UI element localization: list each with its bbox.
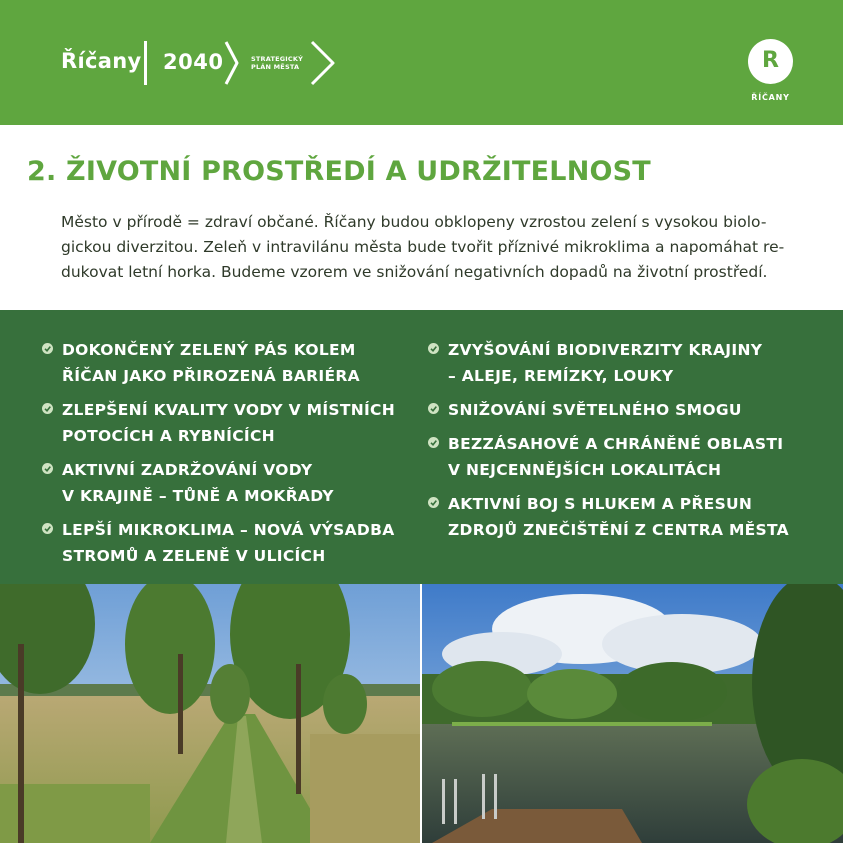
list-item-line: ZDROJŮ ZNEČIŠTĚNÍ Z CENTRA MĚSTA [448, 521, 789, 539]
check-icon [428, 403, 439, 414]
list-item-line: POTOCÍCH A RYBNÍCÍCH [62, 427, 275, 445]
city-name: Říčany [61, 49, 142, 73]
plan-label-line2: PLÁN MĚSTA [251, 63, 300, 71]
logo-letter: R [762, 48, 779, 73]
list-item-line: ZVYŠOVÁNÍ BIODIVERZITY KRAJINY [448, 341, 763, 359]
intro-text [61, 210, 796, 285]
plan-label-line1: STRATEGICKÝ [251, 55, 303, 63]
list-item-line: DOKONČENÝ ZELENÝ PÁS KOLEM [62, 341, 356, 359]
list-item [42, 337, 395, 389]
list-item-line: BEZZÁSAHOVÉ A CHRÁNĚNÉ OBLASTI [448, 435, 784, 453]
plan-year: 2040 [163, 50, 224, 74]
intro-line: gickou diverzitou. Zeleň v intravilánu města bude tvořit příznivé mikroklima a napomáhat re- [61, 238, 785, 256]
goals-panel [0, 310, 843, 584]
divider [144, 41, 147, 85]
photo-tree-alley [0, 584, 420, 843]
check-icon [428, 343, 439, 354]
goals-list-right [428, 337, 789, 551]
logo-caption: ŘÍČANY [751, 93, 790, 102]
header-bar [0, 0, 843, 125]
list-item [42, 517, 395, 569]
list-item-line: – ALEJE, REMÍZKY, LOUKY [448, 367, 674, 385]
list-item-line: LEPŠÍ MIKROKLIMA – NOVÁ VÝSADBA [62, 521, 395, 539]
check-icon [42, 343, 53, 354]
list-item [428, 491, 789, 543]
list-item [428, 397, 789, 423]
list-item-line: AKTIVNÍ ZADRŽOVÁNÍ VODY [62, 461, 313, 479]
list-item [428, 337, 789, 389]
list-item [42, 457, 395, 509]
goals-list-left [42, 337, 395, 577]
intro-line: dukovat letní horka. Budeme vzorem ve snižování negativních dopadů na životní prostředí. [61, 263, 768, 281]
list-item [428, 431, 789, 483]
chevron-right-icon [309, 40, 337, 86]
list-item-line: AKTIVNÍ BOJ S HLUKEM A PŘESUN [448, 495, 753, 513]
list-item-line: SNIŽOVÁNÍ SVĚTELNÉHO SMOGU [448, 401, 742, 419]
section-title: 2. ŽIVOTNÍ PROSTŘEDÍ A UDRŽITELNOST [27, 156, 651, 187]
check-icon [428, 497, 439, 508]
check-icon [42, 523, 53, 534]
check-icon [42, 403, 53, 414]
list-item-line: V NEJCENNĚJŠÍCH LOKALITÁCH [448, 461, 722, 479]
list-item [42, 397, 395, 449]
city-logo [748, 39, 793, 84]
list-item-line: ZLEPŠENÍ KVALITY VODY V MÍSTNÍCH [62, 401, 396, 419]
photo-pond [422, 584, 843, 843]
list-item-line: STROMŮ A ZELENĚ V ULICÍCH [62, 547, 326, 565]
list-item-line: ŘÍČAN JAKO PŘIROZENÁ BARIÉRA [62, 367, 360, 385]
check-icon [428, 437, 439, 448]
plan-label [251, 55, 303, 71]
check-icon [42, 463, 53, 474]
chevron-right-icon [223, 40, 241, 86]
list-item-line: V KRAJINĚ – TŮNĚ A MOKŘADY [62, 487, 334, 505]
intro-line: Město v přírodě = zdraví občané. Říčany budou obklopeny vzrostou zelení s vysokou biolo- [61, 213, 767, 231]
